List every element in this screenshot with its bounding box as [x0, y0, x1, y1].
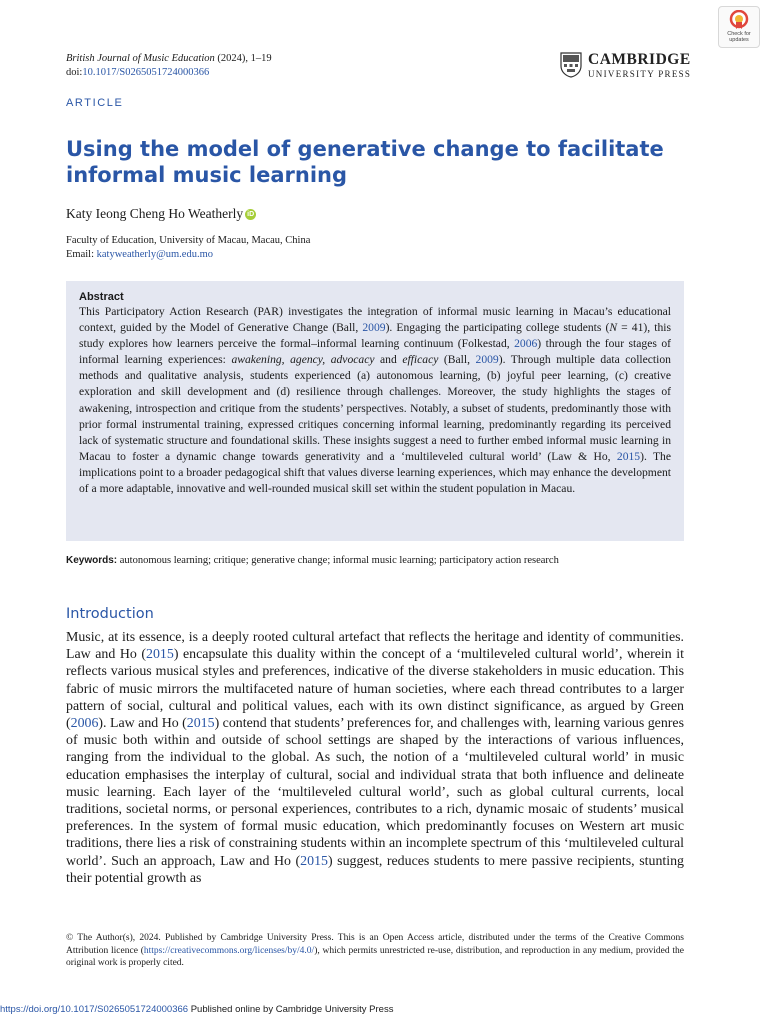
check-for-updates-badge[interactable] — [718, 6, 760, 48]
license-text: ), which permits unrestricted re-use, distribution, and reproduction in any medium, provided the original work is properly cited. — [66, 945, 685, 968]
footer-published-text: Published online by Cambridge University Press — [188, 1004, 394, 1015]
check-for-updates-label: Check for updates — [727, 31, 751, 43]
email-link[interactable]: katyweatherly@um.edu.mo — [96, 249, 214, 260]
body-text-segment: ) encapsulate this duality within the concept of a ‘multileveled cultural world’, wherein it reflects various musical styles and preferences, indicative of the diverse stakeholders in music education. This fabric of music mirrors the multifaceted nature of human societies, where each thread contributes to a larger pattern of social, cultural and political values, each with its own distinct significance, as argued by Green ( — [66, 647, 684, 732]
orcid-icon[interactable]: iD — [247, 210, 255, 218]
abstract-heading: Abstract — [79, 291, 124, 303]
abstract-text-segment: and — [374, 353, 403, 367]
citation-link[interactable]: 2006 — [514, 337, 538, 351]
abstract-text-segment: ). Engaging the participating college students ( — [385, 321, 610, 335]
author-name: Katy Ieong Cheng Ho Weatherly — [66, 206, 244, 221]
article-title: Using the model of generative change to facilitate informal music learning — [66, 137, 664, 187]
abstract-text-segment: ) through the four stages of informal learning experiences: — [79, 337, 671, 367]
cambridge-shield-icon — [560, 52, 582, 78]
body-text-segment: ) contend that students’ preferences for, and challenges with, learning various genres of music both within and outside of school settings are shaped by the interactions of various influences, ranging from the individual to the global. As such, the notion of a ‘multileveled cultural world’ in music education emphasises the interplay of cultural, social and individual strata that both influence and delineate music learning. Each layer of the ‘multileveled cultural world’, such as global cultural currents, local traditions, societal norms, or personal experiences, contributes to a rich, dynamic mosaic of students’ musical preferences. In the system of formal music education, which predominantly focuses on Western art music traditions, there lies a risk of constraining students within an incomplete spectrum of this ‘multileveled cultural world’. Such an approach, Law and Ho ( — [66, 716, 684, 869]
abstract-box — [66, 281, 684, 541]
journal-volume: (2024), 1–19 — [214, 53, 272, 64]
citation-link[interactable]: 2015 — [186, 716, 215, 732]
stage-name: efficacy — [402, 353, 439, 367]
affiliation: Faculty of Education, University of Macau, Macau, China — [66, 235, 311, 246]
body-text-segment: Music, at its essence, is a deeply rooted cultural artefact that reflects the heritage and identity of communities. Law and Ho ( — [66, 630, 684, 663]
license-notice — [66, 932, 684, 970]
body-text-segment: ) suggest, reduces students to mere passive recipients, stunting their potential growth as — [66, 853, 684, 886]
introduction-paragraph — [66, 629, 684, 887]
journal-name: British Journal of Music Education — [66, 53, 215, 64]
publisher-logo — [560, 52, 691, 79]
abstract-text-segment: = 41), this study explores how learners perceive the formal–informal learning continuum (Folkestad, — [79, 321, 671, 351]
citation-link[interactable]: 2015 — [616, 449, 641, 463]
stage-names: awakening, agency, advocacy — [231, 353, 375, 367]
footer-doi-link[interactable]: https://doi.org/10.1017/S0265051724000366 — [0, 1004, 189, 1015]
abstract-text-segment: This Participatory Action Research (PAR) investigates the integration of informal music learning in Macau’s educational context, guided by the Model of Generative Change (Ball, — [79, 305, 671, 335]
citation-link[interactable]: 2006 — [70, 716, 99, 732]
abstract-text-segment: ). The implications point to a broader pedagogical shift that values diverse learning experiences, which may enhance the development of a more adaptable, innovative and well-rounded musical skill set within the student population in Macau. — [79, 449, 671, 496]
citation-link[interactable]: 2009 — [362, 321, 386, 335]
license-link[interactable]: https://creativecommons.org/licenses/by/4.0/ — [143, 945, 315, 956]
sample-size-variable: N — [609, 321, 618, 335]
bookmark-ribbon-icon — [729, 10, 749, 30]
article-type-label: ARTICLE — [66, 97, 124, 109]
citation-link[interactable]: 2015 — [300, 853, 328, 869]
abstract-text — [79, 304, 671, 497]
publisher-name: CAMBRIDGE — [588, 51, 691, 68]
section-heading-introduction: Introduction — [66, 606, 154, 622]
author-line — [66, 206, 256, 222]
keywords-list: autonomous learning; critique; generative change; informal music learning; participatory action research — [117, 555, 559, 566]
abstract-text-segment: (Ball, — [438, 353, 476, 367]
keywords-label: Keywords: — [66, 555, 118, 566]
page-footer — [0, 1004, 393, 1015]
author-affiliation-block — [66, 234, 310, 262]
keywords — [66, 555, 559, 566]
doi-prefix: doi: — [66, 67, 83, 78]
body-text-segment: ). Law and Ho ( — [98, 716, 187, 732]
journal-citation — [66, 52, 272, 80]
publisher-subtitle: UNIVERSITY PRESS — [588, 68, 692, 79]
email-label: Email: — [66, 249, 97, 260]
citation-link[interactable]: 2009 — [475, 353, 499, 367]
citation-link[interactable]: 2015 — [146, 647, 174, 663]
doi-link[interactable]: 10.1017/S0265051724000366 — [82, 67, 210, 78]
license-text: © The Author(s), 2024. Published by Cambridge University Press. This is an Open Access article, distributed under the terms of the Creative Commons Attribution licence ( — [66, 933, 684, 956]
abstract-text-segment: ). Through multiple data collection methods and qualitative analysis, students experienced (a) autonomous learning, (b) joyful peer learning, (c) creative exploration and skill development and (d) resilience through challenges. Moreover, the study highlights the stages of awakening, introspection and critique from the students’ perspectives. Notably, a subset of students, predominantly those with prior formal instrumental training, expressed critiques concerning informal learning, predominantly regarding its perceived lack of systematic structure and foundational skills. These insights suggest a need to further embed informal music learning in Macau to foster a dynamic change towards generativity and a ‘multileveled cultural world’ (Law & Ho, — [79, 353, 671, 463]
